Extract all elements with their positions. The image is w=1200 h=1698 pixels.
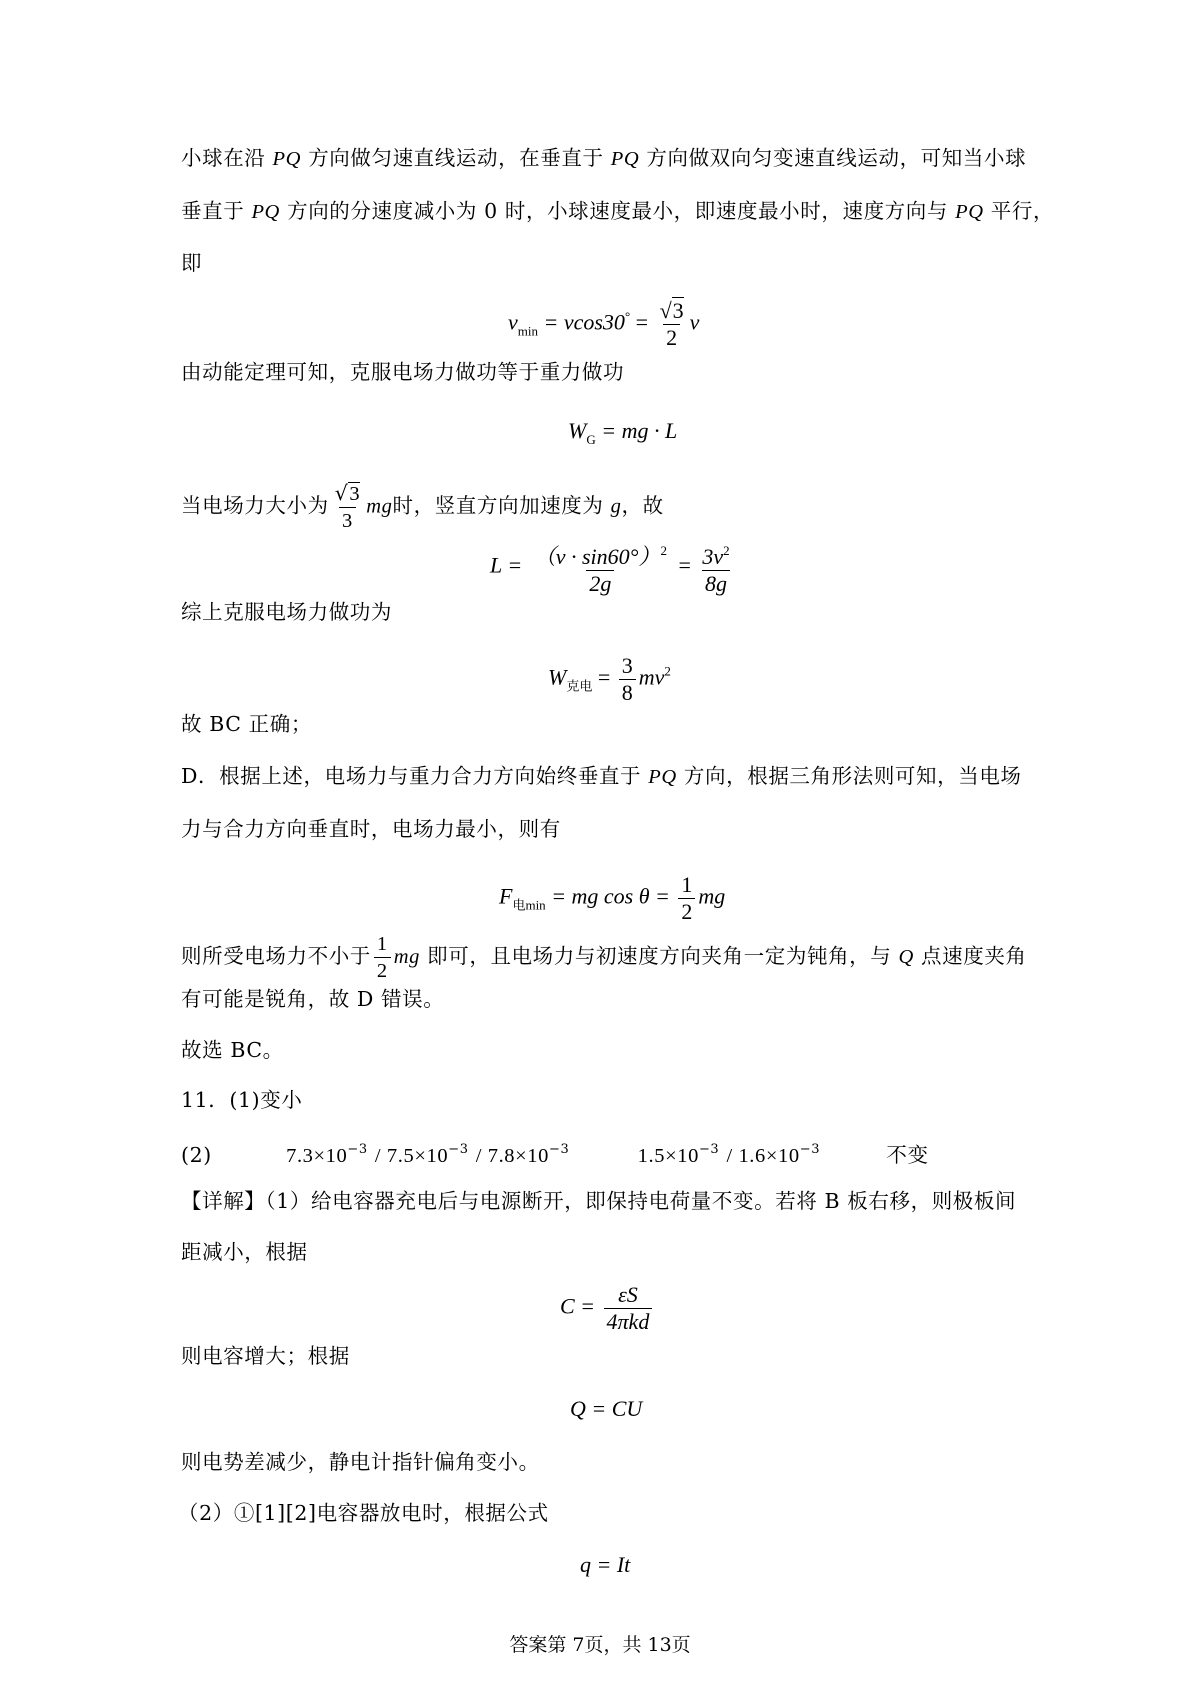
text-segment: 则所受电场力不小于 xyxy=(181,944,371,968)
eq-power: −3 xyxy=(347,1142,368,1157)
answer-value: 不变 xyxy=(886,1143,929,1167)
fraction xyxy=(699,538,732,597)
equation-q xyxy=(570,1394,642,1424)
fraction-numerator: εS xyxy=(618,1282,638,1307)
eq-equals: = xyxy=(597,664,611,690)
fraction xyxy=(604,1282,653,1335)
eq-symbol: W xyxy=(548,664,567,690)
text-line-3: 即 xyxy=(181,251,203,275)
text-line-11: 有可能是锐角，故 D 错误。 xyxy=(181,987,445,1011)
text-line-15: 【详解】（1）给电容器充电后与电源断开，即保持电荷量不变。若将 B 板右移，则极板间 xyxy=(181,1189,1017,1213)
symbol-pq: PQ xyxy=(648,766,677,788)
text-line-16: 距减小，根据 xyxy=(181,1240,308,1264)
text-segment: 方向，根据三角形法则可知，当电场 xyxy=(683,764,1022,788)
fraction-numerator: 3 xyxy=(672,298,684,323)
eq-text: Q = CU xyxy=(570,1396,643,1421)
eq-power: −3 xyxy=(448,1142,469,1157)
eq-symbol: v xyxy=(508,309,518,335)
text-segment: 时，竖直方向加速度为 xyxy=(392,493,604,518)
page-footer: 答案第 7页，共 13页 xyxy=(509,1634,691,1656)
eq-equals: = xyxy=(678,552,691,578)
equation-fmin xyxy=(499,872,725,925)
text-segment: 方向做双向匀变速直线运动，可知当小球 xyxy=(646,146,1027,170)
fraction-numerator: 1 xyxy=(681,872,693,897)
symbol-g: g xyxy=(610,495,622,518)
eq-power: 2 xyxy=(660,543,667,558)
answer-number: (2) xyxy=(181,1143,212,1167)
fraction xyxy=(531,538,670,597)
fraction-numerator: 3 xyxy=(349,483,361,505)
fraction-denominator: 8g xyxy=(702,570,730,597)
fraction-denominator: 2g xyxy=(586,570,614,597)
eq-text: L = xyxy=(490,552,523,578)
text-segment: 平行， xyxy=(990,199,1055,223)
eq-power: −3 xyxy=(549,1142,570,1157)
text-segment: ，故 xyxy=(621,493,664,518)
eq-subscript: min xyxy=(517,323,538,339)
eq-power: −3 xyxy=(698,1142,720,1157)
answer-value: 7.3×10 xyxy=(286,1145,348,1167)
text-line-1 xyxy=(181,143,1026,174)
text-segment: 方向的分速度减小为 0 时，小球速度最小，即速度最小时，速度方向与 xyxy=(287,199,948,223)
fraction xyxy=(374,931,391,984)
symbol-pq: PQ xyxy=(272,148,302,170)
eq-symbol: F xyxy=(499,883,513,909)
text-segment: D．根据上述，电场力与重力合力方向始终垂直于 xyxy=(181,764,642,788)
text-line-19: （2）①[1][2]电容器放电时，根据公式 xyxy=(178,1501,549,1525)
fraction-denominator: 4πkd xyxy=(604,1308,653,1335)
equation-l xyxy=(490,538,736,597)
symbol-pq: PQ xyxy=(610,148,640,170)
fraction-denominator: 2 xyxy=(374,957,391,984)
equation-vmin xyxy=(508,298,699,351)
symbol-pq: PQ xyxy=(955,201,984,223)
eq-subscript: 电min xyxy=(512,897,546,913)
eq-symbol: mv xyxy=(638,664,665,690)
text-segment: 点速度夹角 xyxy=(921,944,1027,968)
fraction-numerator: 3 xyxy=(621,653,633,678)
text-line-6: 综上克服电场力做功为 xyxy=(181,600,392,624)
eq-text: C = xyxy=(560,1293,596,1319)
eq-equals: = xyxy=(635,309,649,335)
text-line-17: 则电容增大；根据 xyxy=(181,1344,350,1368)
answer-line-2 xyxy=(181,1135,929,1171)
eq-power: 2 xyxy=(723,543,730,558)
eq-symbol: mg xyxy=(366,495,393,518)
eq-symbol: v xyxy=(689,309,700,335)
fraction xyxy=(678,872,695,925)
text-line-13: 11．(1)变小 xyxy=(181,1088,303,1112)
text-line-7: 故 BC 正确； xyxy=(181,712,312,736)
fraction-denominator: 2 xyxy=(678,898,695,925)
text-line-10 xyxy=(181,931,1027,984)
eq-text: = vcos30 xyxy=(543,309,625,335)
fraction-denominator: 3 xyxy=(339,507,356,534)
fraction-denominator: 8 xyxy=(619,679,636,706)
equation-qit xyxy=(580,1550,630,1580)
eq-symbol: mg xyxy=(698,883,726,909)
symbol-q: Q xyxy=(898,946,914,968)
text-line-12: 故选 BC。 xyxy=(181,1038,284,1062)
text-line-9: 力与合力方向垂直时，电场力最小，则有 xyxy=(181,817,561,841)
fraction xyxy=(619,653,636,706)
answer-value: 1.5×10 xyxy=(637,1145,699,1167)
eq-symbol: W xyxy=(568,418,587,443)
text-line-4: 由动能定理可知，克服电场力做功等于重力做功 xyxy=(181,360,625,384)
answer-value: / 7.5×10 xyxy=(374,1145,449,1167)
text-segment: 方向做匀速直线运动，在垂直于 xyxy=(308,146,604,170)
fraction-numerator: 3v xyxy=(702,544,724,569)
eq-subscript: 克电 xyxy=(566,678,593,694)
symbol-pq: PQ xyxy=(251,201,280,223)
text-segment: 即可，且电场力与初速度方向夹角一定为钝角，与 xyxy=(427,944,892,968)
eq-subscript: G xyxy=(586,432,596,447)
eq-text: q = It xyxy=(580,1552,631,1577)
eq-power: −3 xyxy=(799,1142,821,1157)
equation-wg xyxy=(568,416,677,455)
eq-text: = mg cos θ = xyxy=(551,883,670,909)
fraction xyxy=(657,298,687,351)
text-line-5 xyxy=(181,480,664,534)
eq-degree: ° xyxy=(624,308,631,324)
equation-c xyxy=(560,1282,655,1335)
equation-wke xyxy=(548,653,671,706)
answer-value: / 1.6×10 xyxy=(726,1145,800,1167)
sqrt-sign: √ xyxy=(659,298,672,323)
fraction-numerator: 1 xyxy=(376,933,388,955)
text-segment: 小球在沿 xyxy=(181,146,266,170)
eq-power: 2 xyxy=(664,663,671,679)
fraction-denominator: 2 xyxy=(663,324,680,351)
text-line-18: 则电势差减少，静电计指针偏角变小。 xyxy=(181,1450,540,1474)
eq-text: = mg · L xyxy=(601,418,678,443)
eq-symbol: mg xyxy=(393,946,421,968)
fraction xyxy=(332,480,364,534)
text-line-2 xyxy=(181,196,1054,227)
text-line-8 xyxy=(181,761,1022,792)
fraction-numerator: （v · sin60°） xyxy=(533,544,661,569)
sqrt-sign: √ xyxy=(334,481,349,505)
text-segment: 当电场力大小为 xyxy=(181,493,329,518)
answer-value: / 7.8×10 xyxy=(475,1145,550,1167)
text-segment: 垂直于 xyxy=(181,199,245,223)
